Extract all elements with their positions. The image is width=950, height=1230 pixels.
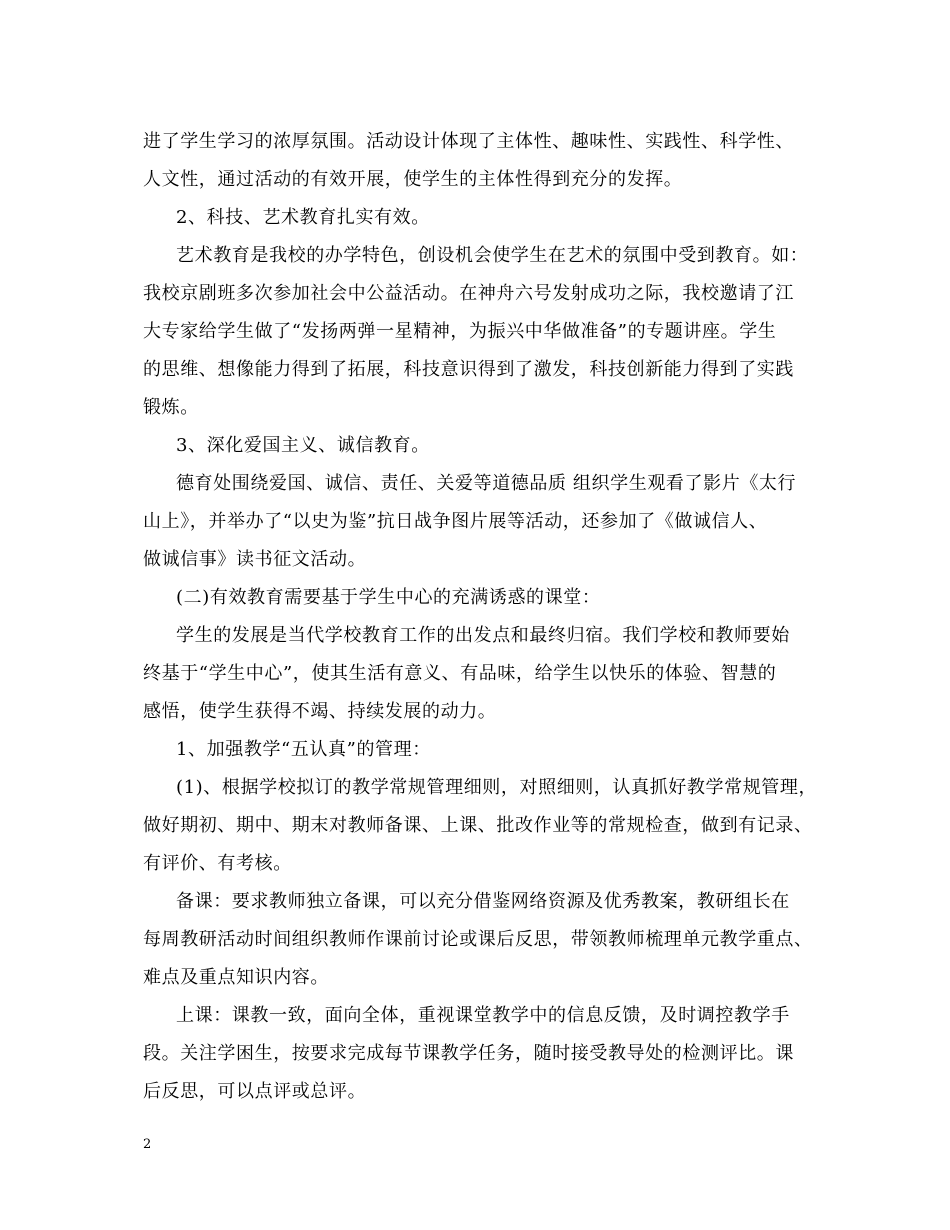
section-heading: (二)有效教育需要基于学生中心的充满诱惑的课堂： bbox=[176, 587, 601, 608]
text-line: 备课：要求教师独立备课，可以充分借鉴网络资源及优秀教案，教研组长在 bbox=[176, 891, 790, 912]
text-line: 做好期初、期中、期末对教师备课、上课、批改作业等的常规检查，做到有记录、 bbox=[143, 815, 813, 836]
text-line: 我校京剧班多次参加社会中公益活动。在神舟六号发射成功之际，我校邀请了江 bbox=[143, 283, 794, 304]
section-heading: 2、科技、艺术教育扎实有效。 bbox=[176, 207, 430, 228]
text-line: 进了学生学习的浓厚氛围。活动设计体现了主体性、趣味性、实践性、科学性、 bbox=[143, 131, 794, 152]
text-line: 山上》，并举办了“以史为鉴”抗日战争图片展等活动，还参加了《做诚信人、 bbox=[143, 511, 768, 532]
section-heading: 1、加强教学“五认真”的管理： bbox=[176, 739, 431, 760]
text-line: 艺术教育是我校的办学特色，创设机会使学生在艺术的氛围中受到教育。如： bbox=[176, 245, 809, 266]
text-line: (1)、根据学校拟订的教学常规管理细则，对照细则，认真抓好教学常规管理， bbox=[176, 777, 818, 798]
text-line: 终基于“学生中心”，使其生活有意义、有品味，给学生以快乐的体验、智慧的 bbox=[143, 663, 777, 684]
text-line: 的思维、想像能力得到了拓展，科技意识得到了激发，科技创新能力得到了实践 bbox=[143, 359, 794, 380]
text-line: 大专家给学生做了“发扬两弹一星精神，为振兴中华做准备”的专题讲座。学生 bbox=[143, 321, 777, 342]
text-line: 学生的发展是当代学校教育工作的出发点和最终归宿。我们学校和教师要始 bbox=[176, 625, 790, 646]
text-line: 段。关注学困生，按要求完成每节课教学任务，随时接受教导处的检测评比。课 bbox=[143, 1043, 794, 1064]
text-line: 后反思，可以点评或总评。 bbox=[143, 1081, 367, 1102]
text-line: 感悟，使学生获得不竭、持续发展的动力。 bbox=[143, 701, 497, 722]
text-line: 做诚信事》读书征文活动。 bbox=[143, 549, 367, 570]
text-line: 上课：课教一致，面向全体，重视课堂教学中的信息反馈，及时调控教学手 bbox=[176, 1005, 790, 1026]
text-line: 有评价、有考核。 bbox=[143, 853, 292, 874]
text-line: 锻炼。 bbox=[143, 397, 199, 418]
text-line: 人文性，通过活动的有效开展，使学生的主体性得到充分的发挥。 bbox=[143, 169, 683, 190]
text-line: 德育处围绕爱国、诚信、责任、关爱等道德品质 组织学生观看了影片《太行 bbox=[176, 473, 797, 494]
text-line: 难点及重点知识内容。 bbox=[143, 967, 329, 988]
section-heading: 3、深化爱国主义、诚信教育。 bbox=[176, 435, 430, 456]
text-line: 每周教研活动时间组织教师作课前讨论或课后反思，带领教师梳理单元教学重点、 bbox=[143, 929, 813, 950]
page-number: 2 bbox=[143, 1137, 152, 1152]
